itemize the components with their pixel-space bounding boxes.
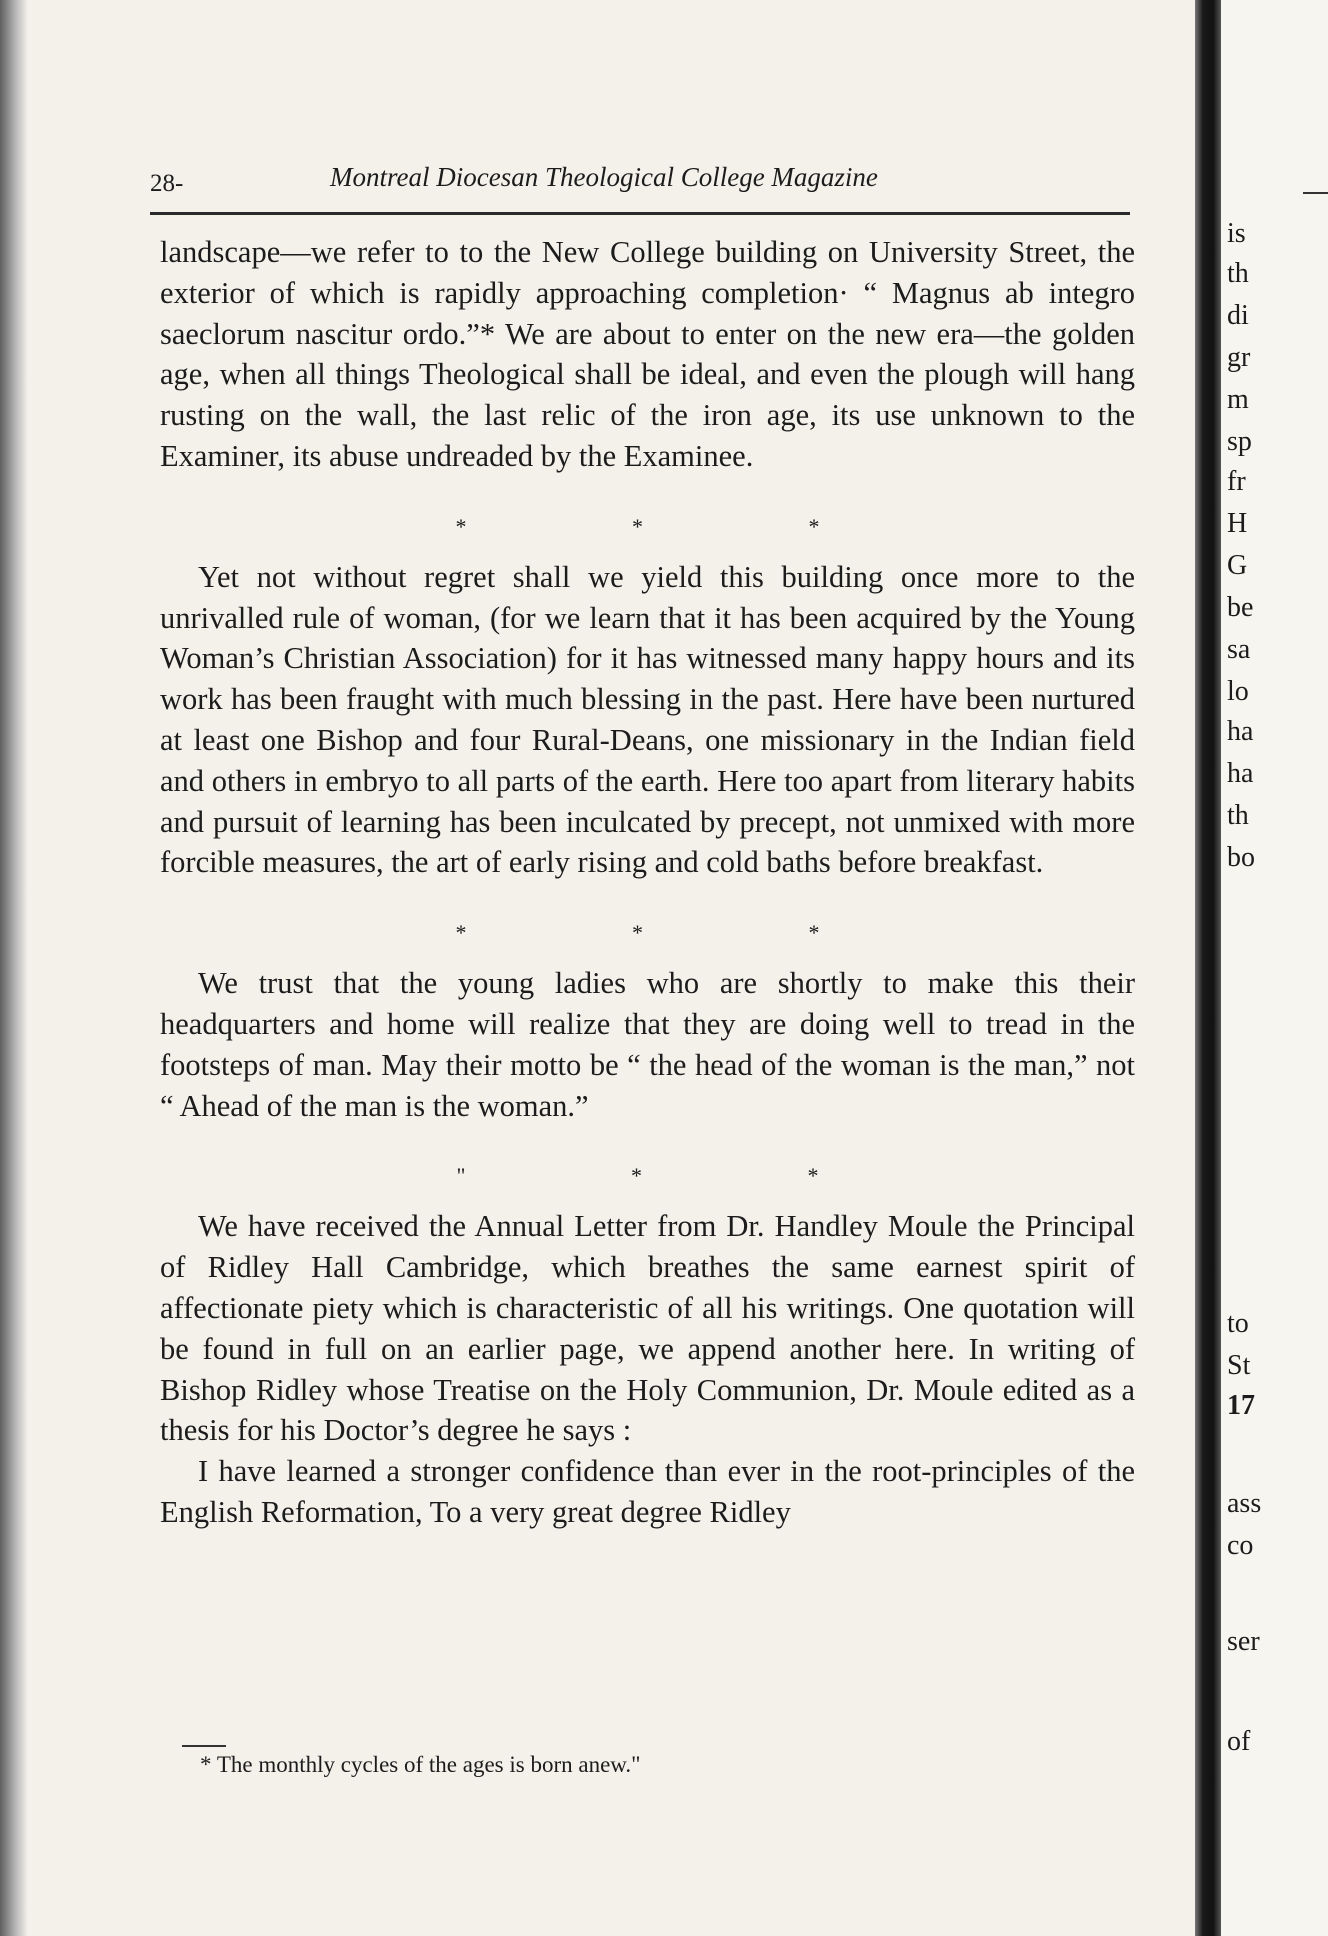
footnote: * The monthly cycles of the ages is born anew." (200, 1752, 641, 1777)
adjacent-line-fragment: m (1227, 384, 1249, 415)
adjacent-line-fragment: sp (1227, 426, 1252, 457)
adjacent-line-fragment: H (1227, 508, 1248, 539)
section-separator: * * * (455, 513, 900, 539)
binding-shadow (0, 0, 28, 1936)
adjacent-line-fragment: of (1227, 1726, 1251, 1757)
adjacent-line-fragment: be (1227, 592, 1254, 623)
section-separator: * * * (455, 920, 900, 946)
adjacent-line-fragment: th (1227, 258, 1249, 289)
adjacent-page (1221, 0, 1328, 1936)
adjacent-line-fragment: di (1227, 300, 1249, 331)
adjacent-line-fragment: gr (1227, 342, 1251, 373)
body-text (160, 232, 1135, 1533)
paragraph-quotation: I have learned a stronger confidence than ever in the root-principles of the English Reformation, To a very great degree Ridley (160, 1454, 1135, 1529)
adjacent-line-fragment: 17 (1227, 1390, 1255, 1421)
section-separator: " * * (456, 1163, 899, 1189)
adjacent-line-fragment: lo (1227, 676, 1249, 707)
adjacent-line-fragment: ass (1227, 1488, 1262, 1519)
paragraph-annual-letter: We have received the Annual Letter from Dr. Handley Moule the Principal of Ridley Hall Cambridge, which breathes the same earnest spirit of affectionate piety which is characteristic of all his writings. One quotation will be found in full on an earlier page, we append another here. In writing of Bishop Ridley whose Treatise on the Holy Communion, Dr. Moule edited as a thesis for his Doctor’s degree he says : (160, 1209, 1135, 1448)
adjacent-line-fragment: ser (1227, 1626, 1260, 1657)
adjacent-line-fragment: sa (1227, 634, 1251, 665)
adjacent-line-fragment: to (1227, 1308, 1249, 1339)
adjacent-line-fragment: St (1227, 1350, 1251, 1381)
page-header (150, 160, 1130, 210)
paragraph-regret: Yet not without regret shall we yield this building once more to the unrivalled rule of woman, (for we learn that it has been acquired by the Young Woman’s Christian Association) for it has witnessed many happy hours and its work has been fraught with much blessing in the past. Here have been nurtured at least one Bishop and four Rural-Deans, one missionary in the Indian field and others in embryo to all parts of the earth. Here too apart from literary habits and pursuit of learning has been inculcated by precept, not unmixed with more forcible measures, the art of early rising and cold baths before breakfast. (160, 559, 1135, 880)
header-rule (150, 212, 1130, 215)
adjacent-line-fragment: ha (1227, 716, 1254, 747)
footnote-rule (182, 1745, 226, 1747)
adjacent-line-fragment: G (1227, 550, 1248, 581)
adjacent-header-rule (1303, 192, 1328, 194)
adjacent-line-fragment: bo (1227, 842, 1255, 873)
adjacent-line-fragment: co (1227, 1530, 1254, 1561)
page-number: 28- (150, 170, 184, 197)
running-title: Montreal Diocesan Theological College Magazine (330, 162, 878, 192)
paragraph-young-ladies: We trust that the young ladies who are shortly to make this their headquarters and home will realize that they are doing well to tread in the footsteps of man. May their motto be “ the head of the woman is the man,” not “ Ahead of the man is the woman.” (160, 966, 1135, 1123)
adjacent-line-fragment: is (1227, 218, 1246, 249)
book-gutter (1195, 0, 1221, 1936)
adjacent-line-fragment: ha (1227, 758, 1254, 789)
paragraph-landscape: landscape—we refer to to the New College building on University Street, the exterior of which is rapidly approaching completion· “ Magnus ab integro saeclorum nascitur ordo.”* We are about to enter on the new era—the golden age, when all things Theological shall be ideal, and even the plough will hang rusting on the wall, the last relic of the iron age, its use unknown to the Examiner, its abuse undreaded by the Examinee. (160, 235, 1135, 473)
adjacent-line-fragment: fr (1227, 466, 1246, 497)
adjacent-line-fragment: th (1227, 800, 1249, 831)
